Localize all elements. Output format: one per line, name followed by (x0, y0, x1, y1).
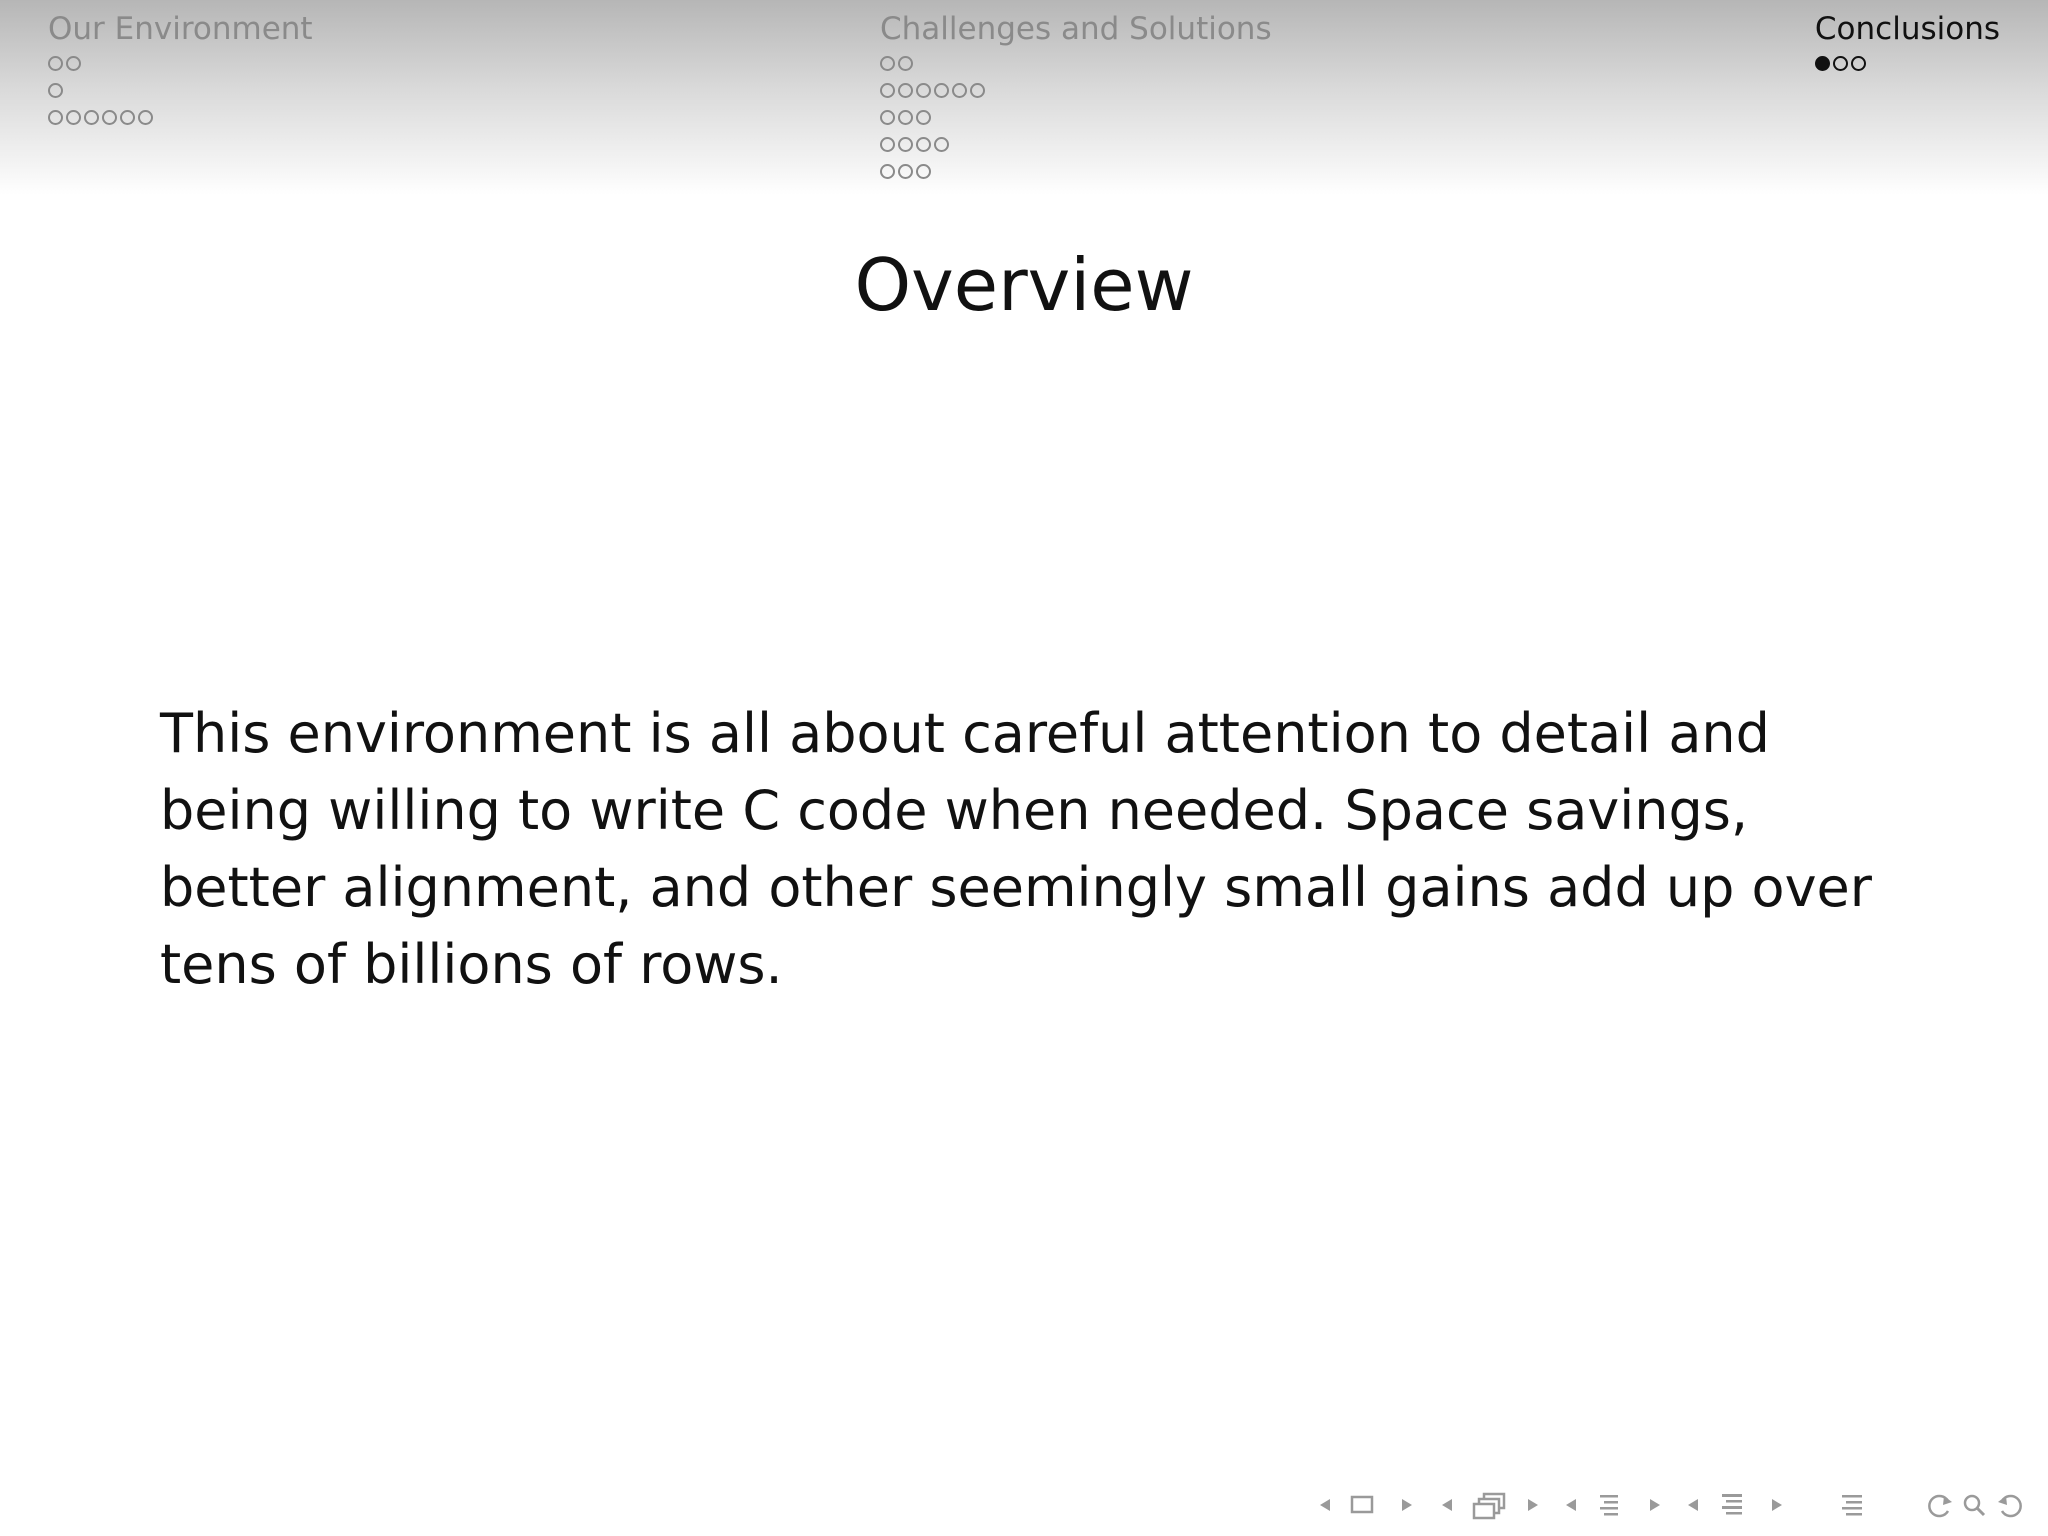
subsection-dot-row (880, 50, 1272, 77)
frame-dot[interactable] (880, 56, 895, 71)
nav-toc[interactable] (1838, 1490, 1868, 1520)
frame-dot[interactable] (916, 83, 931, 98)
subsection-dot-row (880, 131, 1272, 158)
nav-frame[interactable] (1318, 1490, 1414, 1520)
frame-dot[interactable] (970, 83, 985, 98)
toc-icon[interactable] (1838, 1490, 1868, 1520)
frame-dot[interactable] (898, 110, 913, 125)
section-nav-icon[interactable] (1564, 1490, 1664, 1520)
frame-dot[interactable] (916, 137, 931, 152)
frame-dot[interactable] (880, 164, 895, 179)
frame-dot[interactable] (84, 110, 99, 125)
frame-dot[interactable] (880, 110, 895, 125)
frame-dot[interactable] (48, 83, 63, 98)
frame-dot[interactable] (898, 137, 913, 152)
section-title[interactable]: Our Environment (48, 11, 313, 47)
frame-dot[interactable] (48, 110, 63, 125)
subsection-dot-row (1815, 50, 2000, 77)
section-progress-dots (1815, 50, 2000, 77)
subsection-dot-row (880, 104, 1272, 131)
section-progress-dots (48, 50, 313, 131)
frame-dot[interactable] (898, 83, 913, 98)
frame-dot[interactable] (48, 56, 63, 71)
frame-dot[interactable] (916, 164, 931, 179)
nav-back-search-forward[interactable] (1922, 1490, 2032, 1520)
nav-document[interactable] (1686, 1490, 1786, 1520)
section-title[interactable]: Challenges and Solutions (880, 11, 1272, 47)
frame-dot[interactable] (898, 56, 913, 71)
frame-dot[interactable] (880, 137, 895, 152)
back-icon[interactable] (1929, 1496, 1952, 1516)
frame-dot[interactable] (102, 110, 117, 125)
frame-dot[interactable] (138, 110, 153, 125)
frame-dot[interactable] (934, 137, 949, 152)
slide-title: Overview (854, 243, 1194, 327)
nav-subsection[interactable] (1440, 1490, 1540, 1520)
frame-dot[interactable] (934, 83, 949, 98)
section-challenges-and-solutions[interactable] (880, 10, 1272, 185)
frame-dot[interactable] (66, 56, 81, 71)
subsection-dot-row (880, 158, 1272, 185)
section-conclusions[interactable] (1815, 10, 2000, 77)
nav-section[interactable] (1564, 1490, 1664, 1520)
slide-body-text: This environment is all about careful attention to detail and being willing to write C code when needed. Space savings, better alignment, and other seemingly small gains add up over tens of billions of rows. (160, 702, 1872, 996)
frame-dot[interactable] (952, 83, 967, 98)
frame-dot[interactable] (66, 110, 81, 125)
frame-dot[interactable] (880, 83, 895, 98)
frame-dot[interactable] (1851, 56, 1866, 71)
subsection-dot-row (880, 77, 1272, 104)
subsection-dot-row (48, 50, 313, 77)
frame-dot[interactable] (1815, 56, 1830, 71)
subsection-dot-row (48, 77, 313, 104)
search-icon[interactable] (1965, 1496, 1984, 1515)
subsection-dot-row (48, 104, 313, 131)
frame-dot[interactable] (898, 164, 913, 179)
section-progress-dots (880, 50, 1272, 185)
section-title[interactable]: Conclusions (1814, 11, 2000, 47)
headline-bar (0, 0, 2048, 195)
frame-dot[interactable] (1833, 56, 1848, 71)
section-our-environment[interactable] (48, 10, 313, 131)
frame-dot[interactable] (120, 110, 135, 125)
document-nav-icon[interactable] (1686, 1490, 1786, 1520)
forward-icon[interactable] (1998, 1496, 2021, 1516)
frame-dot[interactable] (916, 110, 931, 125)
frame-nav-icon[interactable] (1318, 1490, 1414, 1520)
subsection-nav-icon[interactable] (1440, 1490, 1540, 1520)
